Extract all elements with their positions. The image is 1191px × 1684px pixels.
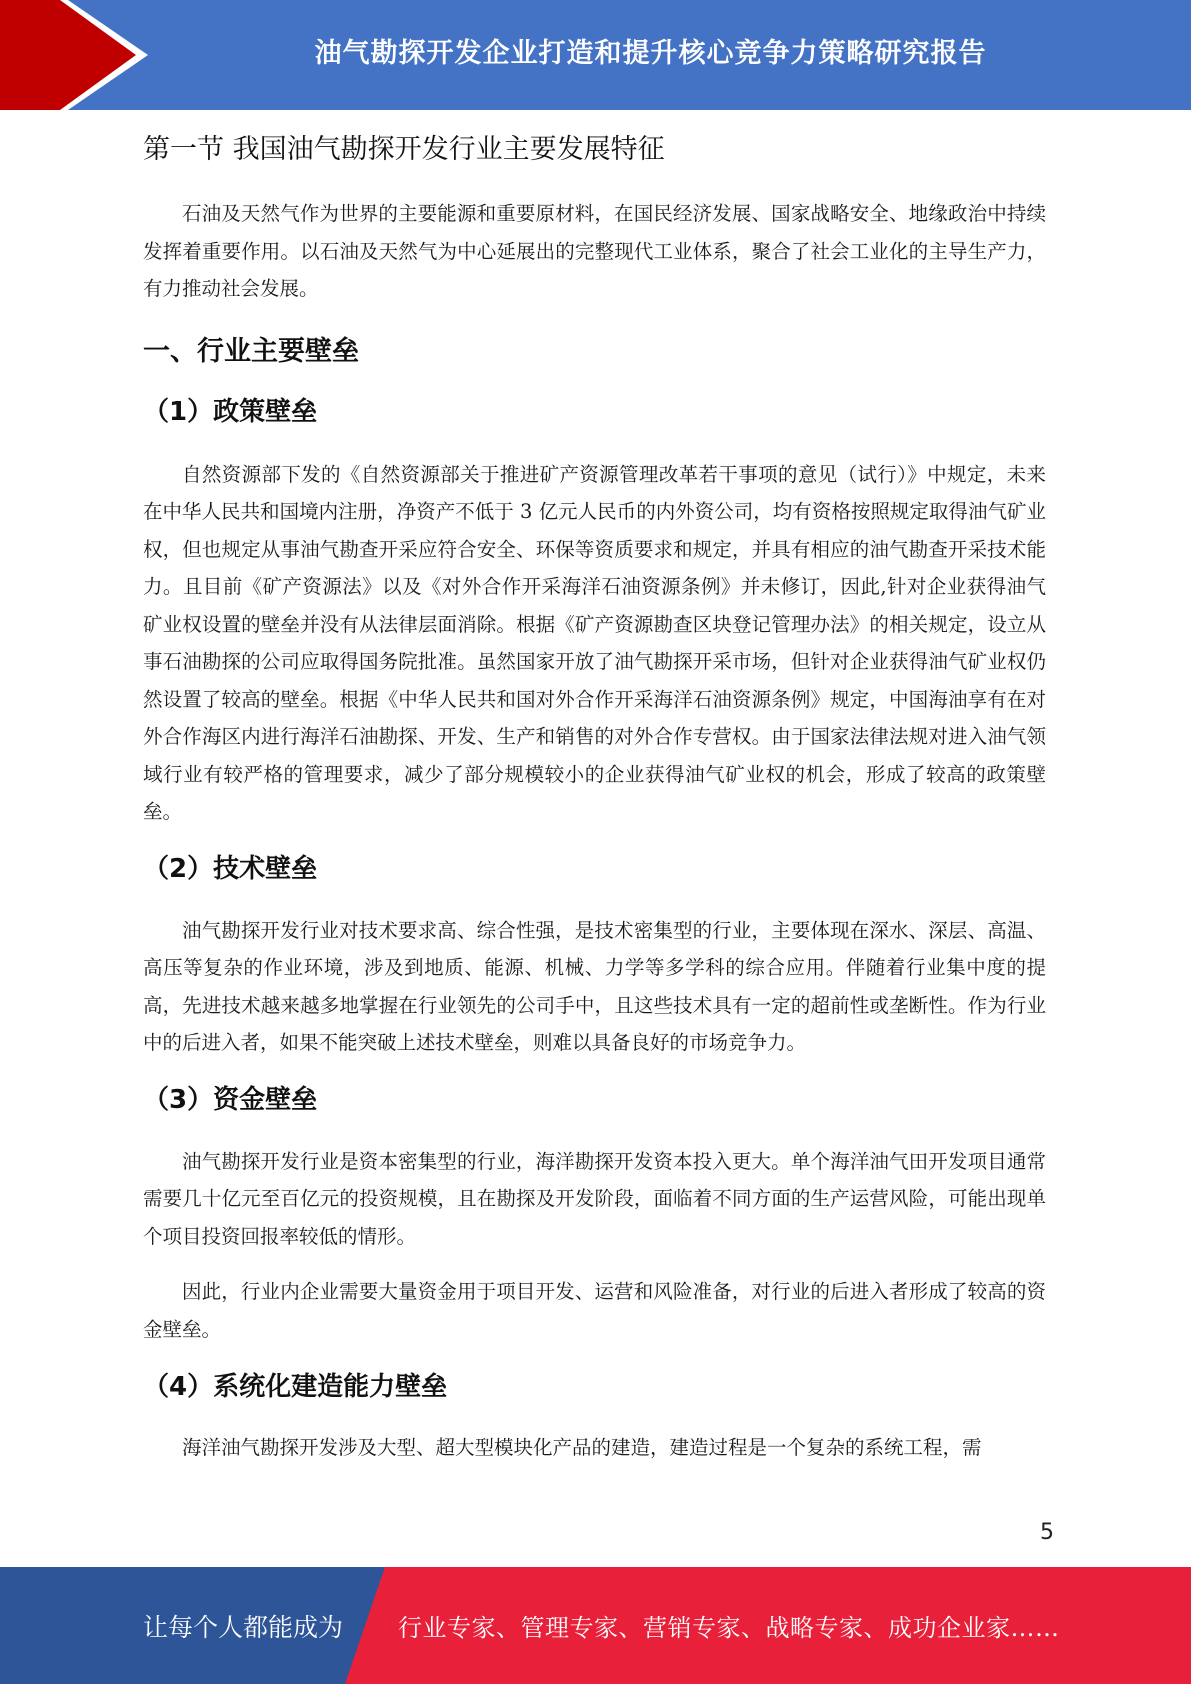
capital-barrier-paragraph-1: 油气勘探开发行业是资本密集型的行业，海洋勘探开发资本投入更大。单个海洋油气田开发项目通常需要几十亿元至百亿元的投资规模，且在勘探及开发阶段，面临着不同方面的生产运营风险，可能出现单个项目投资回报率较低的情形。: [143, 1149, 1046, 1248]
document-title: 油气勘探开发企业打造和提升核心竞争力策略研究报告: [314, 37, 987, 69]
subsection-title: 一、行业主要壁垒: [143, 335, 359, 367]
page-footer: [0, 1567, 1191, 1684]
tech-barrier-paragraph: 油气勘探开发行业对技术要求高、综合性强，是技术密集型的行业，主要体现在深水、深层、高温、高压等复杂的作业环境，涉及到地质、能源、机械、力学等多学科的综合应用。伴随着行业集中度的提高，先进技术越来越多地掌握在行业领先的公司手中，且这些技术具有一定的超前性或垄断性。作为行业中的后进入者，如果不能突破上述技术壁垒，则难以具备良好的市场竞争力。: [143, 918, 1046, 1054]
capital-barrier-paragraph-2: 因此，行业内企业需要大量资金用于项目开发、运营和风险准备，对行业的后进入者形成了较高的资金壁垒。: [143, 1280, 1046, 1341]
page-header: [0, 0, 1191, 110]
system-barrier-paragraph: 海洋油气勘探开发涉及大型、超大型模块化产品的建造，建造过程是一个复杂的系统工程，需: [182, 1436, 982, 1459]
policy-barrier-heading: （1）政策壁垒: [143, 396, 318, 427]
capital-barrier-heading: （3）资金壁垒: [143, 1084, 318, 1115]
footer-slogan-left: 让每个人都能成为: [143, 1612, 344, 1642]
footer-slogan-right: 行业专家、管理专家、营销专家、战略专家、成功企业家……: [398, 1614, 1060, 1642]
page-number: 5: [1040, 1520, 1054, 1545]
section-intro: 石油及天然气作为世界的主要能源和重要原材料，在国民经济发展、国家战略安全、地缘政治中持续发挥着重要作用。以石油及天然气为中心延展出的完整现代工业体系，聚合了社会工业化的主导生产力，有力推动社会发展。: [143, 202, 1046, 300]
system-barrier-heading: （4）系统化建造能力壁垒: [143, 1372, 448, 1402]
page-content: [143, 130, 1046, 1467]
tech-barrier-heading: （2）技术壁垒: [143, 853, 318, 884]
policy-barrier-paragraph: 自然资源部下发的《自然资源部关于推进矿产资源管理改革若干事项的意见（试行）》中规定，未来在中华人民共和国境内注册，净资产不低于 3 亿元人民币的内外资公司，均有资格按照规定取得油气矿业权，但也规定从事油气勘查开采应符合安全、环保等资质要求和规定，并具有相应的油气勘查开采技术能力。且目前《矿产资源法》以及《对外合作开采海洋石油资源条例》并未修订，因此,针对企业获得油气矿业权设置的壁垒并没有从法律层面消除。根据《矿产资源勘查区块登记管理办法》的相关规定，设立从事石油勘探的公司应取得国务院批准。虽然国家开放了油气勘探开采市场，但针对企业获得油气矿业权仍然设置了较高的壁垒。根据《中华人民共和国对外合作开采海洋石油资源条例》规定，中国海油享有在对外合作海区内进行海洋石油勘探、开发、生产和销售的对外合作专营权。由于国家法律法规对进入油气领域行业有较严格的管理要求，减少了部分规模较小的企业获得油气矿业权的机会，形成了较高的政策壁垒。: [143, 462, 1046, 823]
section-title: 第一节 我国油气勘探开发行业主要发展特征: [143, 134, 665, 165]
